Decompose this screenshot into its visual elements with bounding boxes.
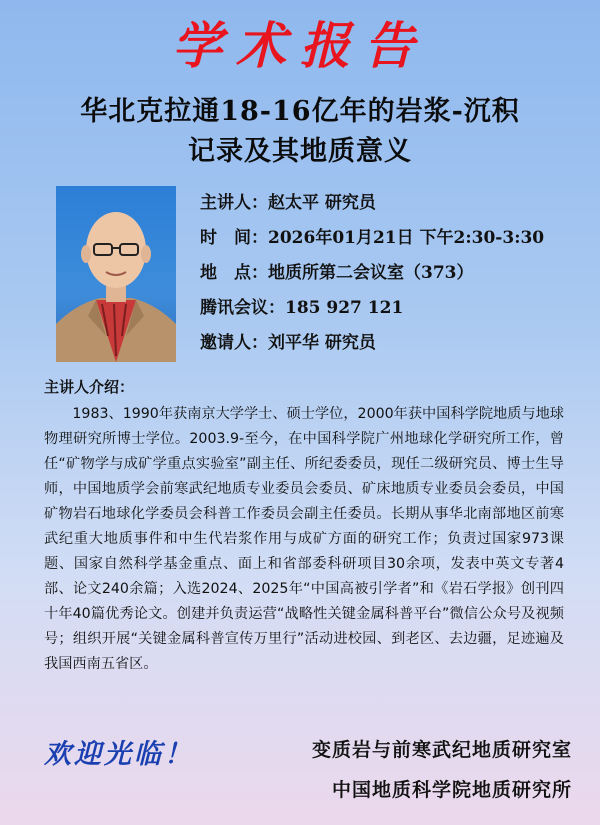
info-location-label: 地 点： (200, 263, 268, 283)
welcome-text: 欢迎光临！ (44, 739, 194, 770)
info-inviter (200, 326, 590, 361)
portrait-image (56, 186, 176, 362)
report-title: 学术报告 (172, 16, 428, 75)
info-location (200, 256, 590, 291)
info-time (200, 221, 590, 256)
info-inviter-label: 邀请人： (200, 333, 268, 353)
info-inviter-value: 刘平华 研究员 (268, 333, 376, 353)
speaker-bio: 1983、1990年获南京大学学士、硕士学位，2000年获中国科学院地质与地球物理研究所博士学位。2003.9-至今，在中国科学院广州地球化学研究所工作，曾任“矿物学与成矿学重点实验室”副主任、所纪委委员，现任二级研究员、博士生导师，中国地质学会前寒武纪地质专业委员会委员、矿床地质专业委员会委员，中国矿物岩石地球化学委员会科普工作委员会副主任委员。长期从事华北南部地区前寒武纪重大地质事件和中生代岩浆作用与成矿方面的研究工作；负责过国家973课题、国家自然科学基金重点、面上和省部委科研项目30余项，发表中英文专著4部、论文240余篇；入选2024、2025年“中国高被引学者”和《岩石学报》创刊四十年40篇优秀论文。创建并负责运营“战略性关键金属科普平台”微信公众号及视频号；组织开展“关键金属科普宣传万里行”活动进校园、到老区、去边疆，足迹遍及我国西南五省区。 (44, 406, 564, 672)
info-speaker (200, 186, 590, 221)
organizer-line-2: 中国地质科学院地质研究所 (331, 779, 572, 801)
info-time-value: 2026年01月21日 下午2:30-3:30 (268, 228, 545, 248)
intro-heading: 主讲人介绍： (44, 378, 135, 396)
info-location-value: 地质所第二会议室（373） (268, 263, 474, 283)
info-speaker-label: 主讲人： (200, 193, 268, 213)
info-meeting (200, 291, 590, 326)
talk-info (200, 186, 590, 361)
info-speaker-value: 赵太平 研究员 (268, 193, 376, 213)
info-time-label: 时 间： (200, 228, 268, 248)
organizer-line-1: 变质岩与前寒武纪地质研究室 (311, 739, 572, 761)
info-meeting-value: 185 927 121 (285, 298, 404, 318)
topic-line-1: 华北克拉通18-16亿年的岩浆-沉积 (80, 96, 520, 127)
info-meeting-label: 腾讯会议： (200, 298, 285, 318)
speaker-portrait (56, 186, 176, 362)
talk-topic (0, 92, 600, 172)
topic-line-2: 记录及其地质意义 (188, 136, 412, 167)
organizer (312, 730, 572, 810)
